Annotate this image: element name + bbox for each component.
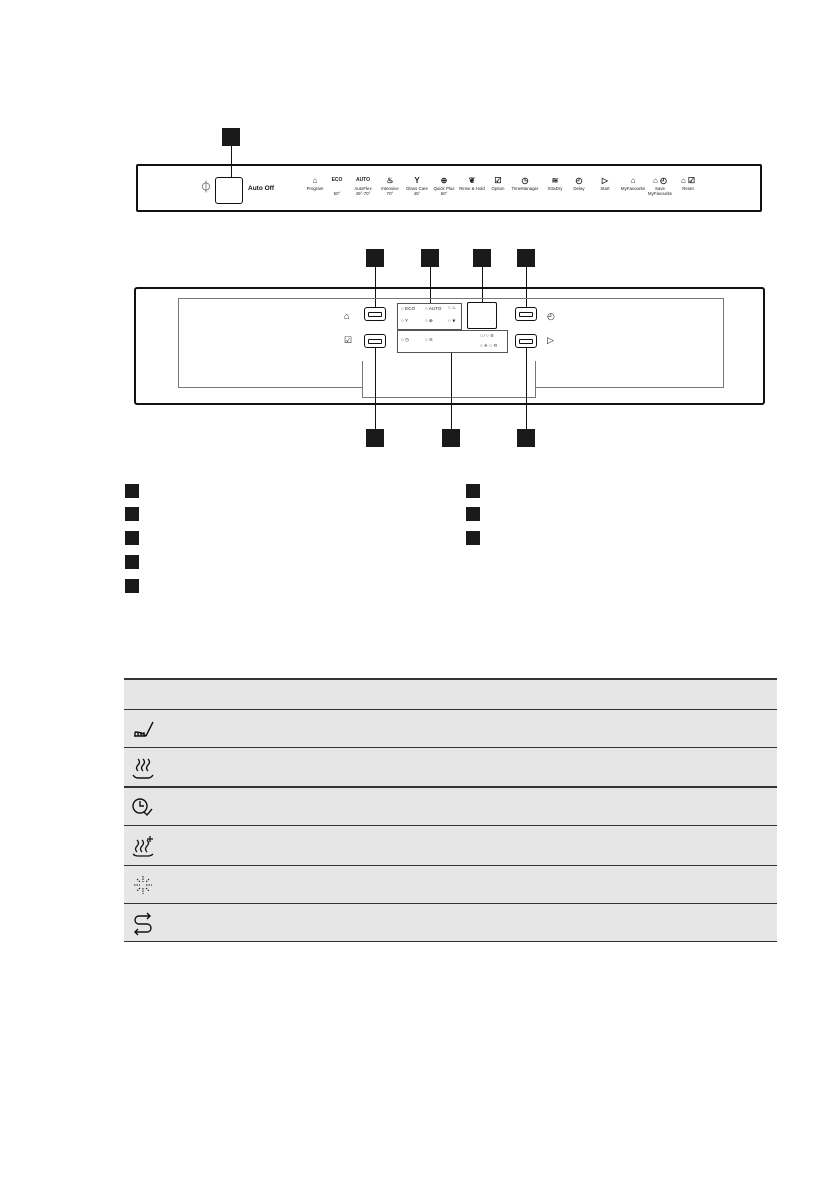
start-button[interactable] [515,334,537,348]
leader-line [451,353,452,429]
auto-icon: AUTO [355,177,371,183]
strip-rinse-hold: ❦ Rinse & Hold [457,176,487,191]
save-favourite-icon: ⌂ ◴ [652,176,668,185]
power-icon: ⏀ [200,180,213,194]
table-row [124,710,777,748]
legend-marker [466,484,480,498]
strip-delay: ◴ Delay [564,176,594,191]
table-row [124,788,777,826]
strip-start: ▷ Start [590,176,620,191]
callout-marker [366,429,384,447]
legend-marker [125,555,139,569]
quick-plus-icon: ⊕ [440,176,448,185]
indicator-table [124,678,777,942]
start-icon: ▷ [547,335,554,345]
rinse-aid-icon [130,718,156,740]
indicator-glass: ○ Y [401,318,409,323]
strip-quick-plus: ⊕ Quick Plus 60° [429,176,459,196]
callout-marker [222,128,240,146]
indicator-xtradry: ○ ≋ [425,337,433,342]
start-icon: ▷ [601,176,609,185]
strip-intensive: ♨ Intensive 70° [375,176,405,196]
indicator-auto: ○ AUTO [425,306,442,311]
callout-marker [517,249,535,267]
leader-line [375,348,376,429]
leader-line [526,348,527,429]
strip-option: ☑ Option [483,176,513,191]
rinse-hold-icon: ❦ [468,176,476,185]
favourite-icon: ⌂ [630,176,636,185]
table-row [124,904,777,942]
legend-marker [125,507,139,521]
reset-icon: ⌂ ☑ [680,176,696,185]
indicator-rinse-aid: ○ ⁄ ○ ≋ [480,333,494,338]
drying-icon [130,756,156,780]
callout-marker [442,429,460,447]
callout-marker [517,429,535,447]
strip-reset: ⌂ ☑ Reset [673,176,703,191]
time-manager-icon: ◷ [521,176,529,185]
strip-timemanager: ◷ TimeManager [511,176,539,191]
program-button[interactable] [364,307,386,321]
glass-icon: Y [414,176,420,185]
legend-marker [125,579,139,593]
strip-glass-care: Y Glass Care 45° [402,176,432,196]
strip-program: ⌂ Program [300,176,330,191]
eco-icon: ECO [331,177,343,183]
intensive-icon: ♨ [386,176,394,185]
indicator-rinse-hold: ○ ❦ [448,318,456,323]
indicator-salt: ○ ✳ ○ ⟲ [480,343,498,348]
strip-eco: ECO 50° [322,176,352,196]
table-row [124,866,777,904]
xtra-dry-icon: ≋ [551,176,559,185]
legend-marker [466,531,480,545]
indicator-eco: ○ ECO [401,306,416,311]
cycle-icon [130,912,156,936]
table-header [124,678,777,710]
display [467,302,497,329]
delay-icon: ◴ [575,176,583,185]
callout-marker [366,249,384,267]
strip-autoflex: AUTO AutoFlex 45°-70° [348,176,378,196]
callout-marker [473,249,491,267]
indicator-timemanager: ○ ◷ [401,337,410,342]
strip-save-myfavourite: ⌂ ◴ Save MyFavourite [645,176,675,196]
option-icon: ☑ [494,176,502,185]
callout-marker [421,249,439,267]
sparkle-icon [130,874,156,898]
legend-marker [125,531,139,545]
legend-marker [125,484,139,498]
on-off-button[interactable] [215,177,243,204]
program-icon: ⌂ [312,176,318,185]
option-icon: ☑ [344,335,353,345]
delay-icon: ◴ [547,311,555,321]
program-icon: ⌂ [344,311,350,321]
strip-xtradry: ≋ XtraDry [540,176,570,191]
table-row [124,748,777,788]
strip-myfavourite: ⌂ MyFavourite [618,176,648,191]
panel-handle-recess [362,361,536,398]
auto-off-label: Auto Off [248,185,274,192]
table-row [124,826,777,866]
legend-marker [466,507,480,521]
option-button[interactable] [364,334,386,348]
indicator-quick: ○ ⊕ [425,318,433,323]
xtra-dry-icon [130,834,156,858]
delay-button[interactable] [515,307,537,321]
time-manager-icon [130,796,156,820]
indicator-intensive: ○ ♨ [448,305,457,310]
